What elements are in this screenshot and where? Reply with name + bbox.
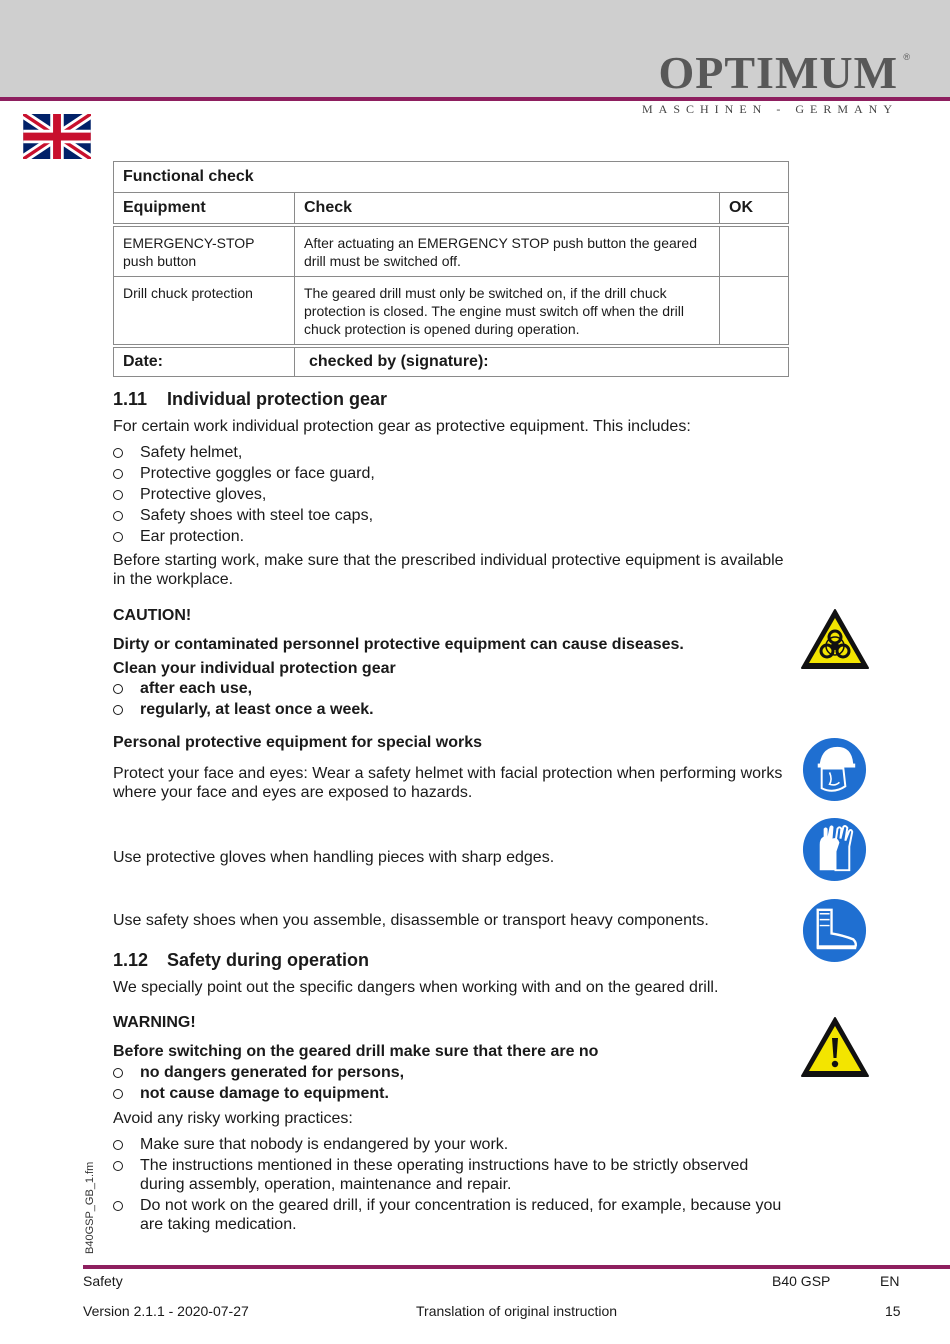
list-item: Do not work on the geared drill, if your concentration is reduced, for example, because you are taking medication. — [113, 1196, 789, 1234]
column-header-ok: OK — [720, 193, 789, 226]
logo-subtitle: MASCHINEN - GERMANY — [641, 102, 898, 116]
list-item: Protective gloves, — [113, 485, 793, 504]
section-intro: For certain work individual protection gear as protective equipment. This includes: — [113, 418, 691, 435]
footer-language: EN — [880, 1273, 900, 1289]
face-protection-text: Protect your face and eyes: Wear a safety helmet with facial protection when performing works where your face and eyes are exposed to hazards. — [113, 765, 783, 801]
footer-section: Safety — [83, 1273, 123, 1289]
warning-list — [113, 1063, 793, 1105]
list-item: Ear protection. — [113, 527, 793, 546]
row-check: The geared drill must only be switched on, if the drill chuck protection is closed. The engine must switch off when the drill chuck protection is opened during operation. — [295, 277, 720, 347]
date-label: Date: — [114, 346, 295, 377]
list-item: not cause damage to equipment. — [113, 1084, 793, 1103]
clean-label: Clean your individual protection gear — [113, 660, 396, 677]
caution-text: Dirty or contaminated personnel protective equipment can cause diseases. — [113, 636, 684, 653]
table-title: Functional check — [114, 162, 789, 193]
list-item: after each use, — [113, 679, 793, 698]
section-number: 1.11 — [113, 389, 148, 409]
footer-version: Version 2.1.1 - 2020-07-27 — [83, 1303, 249, 1319]
table-row — [114, 277, 789, 347]
biohazard-icon — [800, 608, 870, 670]
signature-label: checked by (signature): — [295, 346, 789, 377]
functional-check-table — [113, 161, 789, 377]
section-title: Individual protection gear — [167, 389, 388, 409]
list-item: Make sure that nobody is endangered by your work. — [113, 1135, 789, 1154]
uk-flag-icon — [23, 114, 91, 159]
warning-label: WARNING! — [113, 1014, 196, 1031]
availability-paragraph: Before starting work, make sure that the prescribed individual protective equipment is available in the workplace. — [113, 552, 784, 588]
logo-registered: ® — [903, 52, 910, 62]
optimum-logo — [641, 47, 910, 117]
list-item: Safety shoes with steel toe caps, — [113, 506, 793, 525]
protection-gear-list — [113, 443, 793, 548]
section-title: Safety during operation — [167, 950, 370, 970]
footer-rule — [83, 1265, 950, 1269]
column-header-equipment: Equipment — [114, 193, 295, 226]
list-item: The instructions mentioned in these operating instructions have to be strictly observed during assembly, operation, maintenance and repair. — [113, 1156, 789, 1194]
section-number: 1.12 — [113, 950, 149, 970]
avoid-label: Avoid any risky working practices: — [113, 1110, 353, 1127]
list-item: Safety helmet, — [113, 443, 793, 462]
file-name-label: B40GSP_GB_1.fm — [84, 1161, 96, 1254]
footer-center: Translation of original instruction — [416, 1303, 618, 1319]
warning-icon — [800, 1016, 870, 1078]
logo-main: OPTIMUM — [658, 47, 898, 98]
face-protection-icon — [800, 735, 869, 804]
avoid-list — [113, 1135, 789, 1236]
row-ok — [720, 277, 789, 347]
section-heading-1-11 — [113, 390, 793, 409]
gloves-text: Use protective gloves when handling pieces with sharp edges. — [113, 849, 555, 866]
warning-text: Before switching on the geared drill make sure that there are no — [113, 1043, 599, 1060]
section-heading-1-12 — [113, 951, 793, 970]
row-ok — [720, 225, 789, 277]
list-item: regularly, at least once a week. — [113, 700, 793, 719]
row-equipment: Drill chuck protection — [114, 277, 295, 347]
section-intro: We specially point out the specific dangers when working with and on the geared drill. — [113, 979, 719, 996]
column-header-check: Check — [295, 193, 720, 226]
list-item: no dangers generated for persons, — [113, 1063, 793, 1082]
footer-model: B40 GSP — [772, 1273, 831, 1289]
table-row — [114, 225, 789, 277]
row-equipment: EMERGENCY-STOP push button — [114, 225, 295, 277]
special-works-title: Personal protective equipment for special works — [113, 734, 482, 751]
page-number: 15 — [885, 1303, 901, 1319]
gloves-icon — [800, 815, 869, 884]
shoes-text: Use safety shoes when you assemble, disassemble or transport heavy components. — [113, 912, 709, 929]
safety-shoes-icon — [800, 896, 869, 965]
row-check: After actuating an EMERGENCY STOP push button the geared drill must be switched off. — [295, 225, 720, 277]
caution-label: CAUTION! — [113, 607, 192, 624]
list-item: Protective goggles or face guard, — [113, 464, 793, 483]
clean-list — [113, 679, 793, 721]
